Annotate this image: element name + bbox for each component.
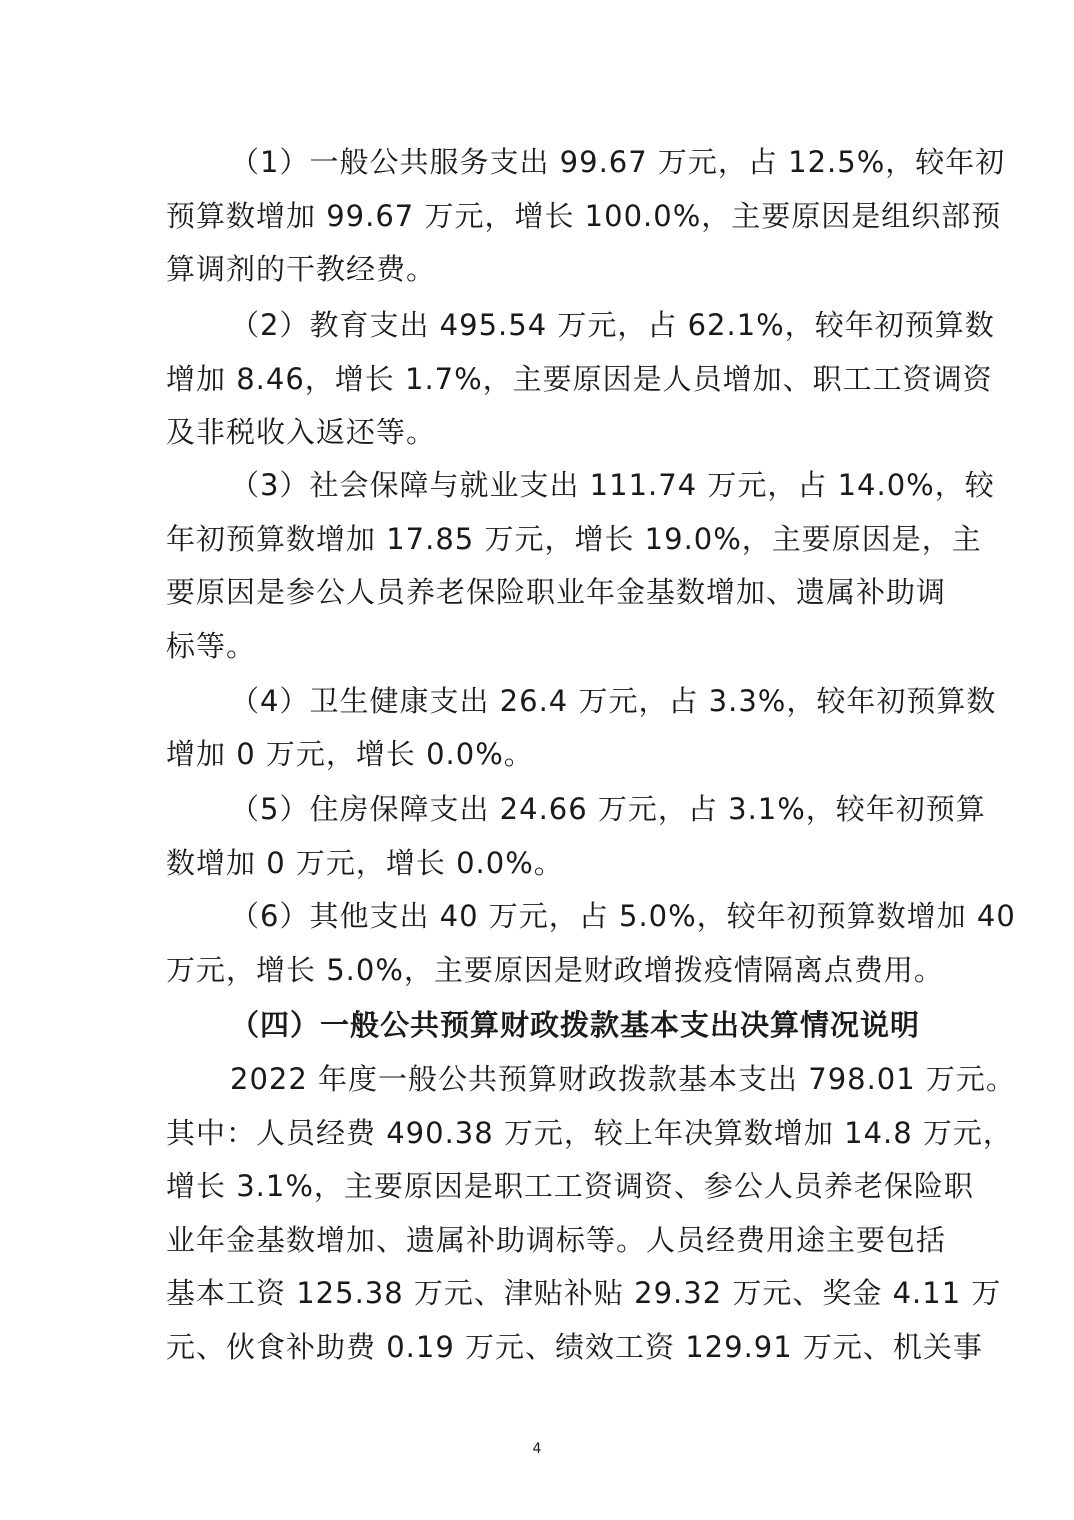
text-line: 年初预算数增加 17.85 万元，增长 19.0%，主要原因是，主 xyxy=(166,522,982,556)
text-line: 预算数增加 99.67 万元，增长 100.0%，主要原因是组织部预 xyxy=(166,199,1002,233)
text-line: （2）教育支出 495.54 万元，占 62.1%，较年初预算数 xyxy=(230,308,995,342)
text-line: 2022 年度一般公共预算财政拨款基本支出 798.01 万元。 xyxy=(230,1062,1016,1096)
text-line: 增长 3.1%，主要原因是职工工资调资、参公人员养老保险职 xyxy=(166,1169,974,1203)
text-line: （4）卫生健康支出 26.4 万元，占 3.3%，较年初预算数 xyxy=(230,684,997,718)
text-line: 数增加 0 万元，增长 0.0%。 xyxy=(166,846,564,880)
text-line: 要原因是参公人员养老保险职业年金基数增加、遗属补助调 xyxy=(166,575,947,609)
text-line: 基本工资 125.38 万元、津贴补贴 29.32 万元、奖金 4.11 万 xyxy=(166,1276,1002,1310)
section-heading: （四）一般公共预算财政拨款基本支出决算情况说明 xyxy=(230,1008,921,1042)
text-line: 其中：人员经费 490.38 万元，较上年决算数增加 14.8 万元， xyxy=(166,1116,1013,1150)
text-line: （1）一般公共服务支出 99.67 万元，占 12.5%，较年初 xyxy=(230,145,1006,179)
text-line: 增加 8.46，增长 1.7%，主要原因是人员增加、职工工资调资 xyxy=(166,362,993,396)
text-line: 业年金基数增加、遗属补助调标等。人员经费用途主要包括 xyxy=(166,1223,947,1257)
text-line: 增加 0 万元，增长 0.0%。 xyxy=(166,737,534,771)
text-line: 算调剂的干教经费。 xyxy=(166,252,437,286)
text-line: 标等。 xyxy=(166,629,257,663)
page-number: 4 xyxy=(532,1441,542,1457)
text-line: 及非税收入返还等。 xyxy=(166,415,437,449)
text-line: （3）社会保障与就业支出 111.74 万元，占 14.0%，较 xyxy=(230,468,995,502)
text-line: 万元，增长 5.0%，主要原因是财政增拨疫情隔离点费用。 xyxy=(166,953,944,987)
text-line: （6）其他支出 40 万元，占 5.0%，较年初预算数增加 40 xyxy=(230,899,1016,933)
text-line: 元、伙食补助费 0.19 万元、绩效工资 129.91 万元、机关事 xyxy=(166,1330,983,1364)
text-line: （5）住房保障支出 24.66 万元，占 3.1%，较年初预算 xyxy=(230,792,986,826)
